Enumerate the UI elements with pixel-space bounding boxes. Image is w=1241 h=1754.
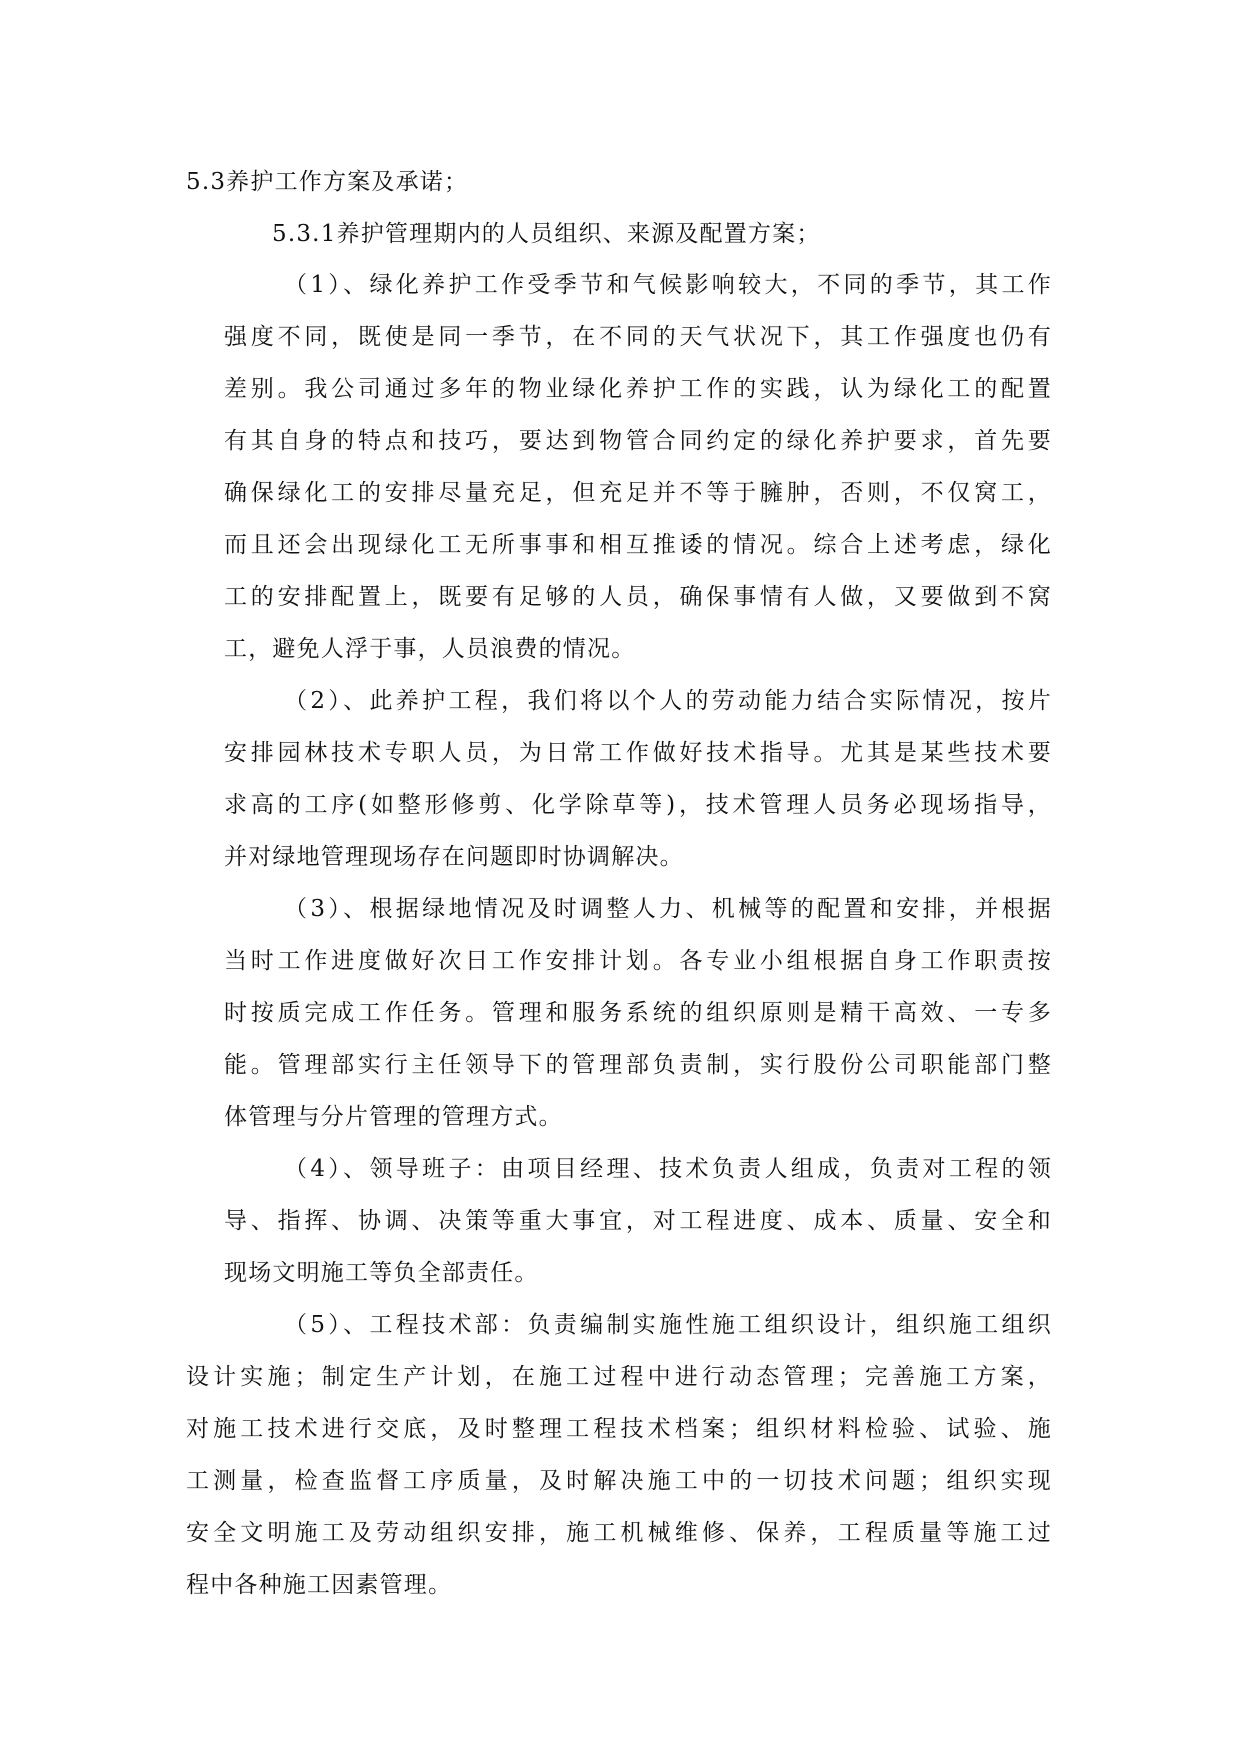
paragraph-3-line: 时按质完成工作任务。管理和服务系统的组织原则是精干高效、一专多: [224, 1000, 1052, 1026]
paragraph-1-line: 确保绿化工的安排尽量充足，但充足并不等于臃肿，否则，不仅窝工，: [224, 480, 1052, 506]
paragraph-2-line: 求高的工序(如整形修剪、化学除草等)，技术管理人员务必现场指导，: [224, 792, 1052, 818]
heading-5-3: 5.3养护工作方案及承诺；: [186, 169, 469, 195]
paragraph-1-line: 而且还会出现绿化工无所事事和相互推诿的情况。综合上述考虑，绿化: [224, 532, 1052, 558]
paragraph-4-line: （4）、领导班子：由项目经理、技术负责人组成，负责对工程的领: [284, 1156, 1052, 1182]
paragraph-5-line: （5）、工程技术部：负责编制实施性施工组织设计，组织施工组织: [284, 1312, 1052, 1338]
paragraph-3-line: 当时工作进度做好次日工作安排计划。各专业小组根据自身工作职责按: [224, 948, 1052, 974]
paragraph-1-line: 强度不同，既使是同一季节，在不同的天气状况下，其工作强度也仍有: [224, 324, 1052, 350]
paragraph-1-line: 工，避免人浮于事，人员浪费的情况。: [224, 636, 636, 662]
paragraph-5-line: 程中各种施工因素管理。: [186, 1572, 453, 1598]
paragraph-2-line: （2）、此养护工程，我们将以个人的劳动能力结合实际情况，按片: [284, 688, 1052, 714]
paragraph-1-line: 工的安排配置上，既要有足够的人员，确保事情有人做，又要做到不窝: [224, 584, 1052, 610]
paragraph-5-line: 工测量，检查监督工序质量，及时解决施工中的一切技术问题；组织实现: [186, 1468, 1052, 1494]
paragraph-1-line: 有其自身的特点和技巧，要达到物管合同约定的绿化养护要求，首先要: [224, 428, 1052, 454]
paragraph-4-line: 导、指挥、协调、决策等重大事宜，对工程进度、成本、质量、安全和: [224, 1208, 1052, 1234]
paragraph-5-line: 设计实施；制定生产计划，在施工过程中进行动态管理；完善施工方案，: [186, 1364, 1052, 1390]
heading-5-3-1: 5.3.1养护管理期内的人员组织、来源及配置方案；: [272, 221, 821, 247]
paragraph-1-line: 差别。我公司通过多年的物业绿化养护工作的实践，认为绿化工的配置: [224, 376, 1052, 402]
paragraph-3-line: （3）、根据绿地情况及时调整人力、机械等的配置和安排，并根据: [284, 896, 1052, 922]
paragraph-2-line: 并对绿地管理现场存在问题即时协调解决。: [224, 844, 684, 870]
paragraph-4-line: 现场文明施工等负全部责任。: [224, 1260, 539, 1286]
paragraph-5-line: 对施工技术进行交底，及时整理工程技术档案；组织材料检验、试验、施: [186, 1416, 1052, 1442]
paragraph-1-line: （1）、绿化养护工作受季节和气候影响较大，不同的季节，其工作: [284, 272, 1052, 298]
paragraph-3-line: 体管理与分片管理的管理方式。: [224, 1104, 563, 1130]
paragraph-5-line: 安全文明施工及劳动组织安排，施工机械维修、保养，工程质量等施工过: [186, 1520, 1052, 1546]
paragraph-2-line: 安排园林技术专职人员，为日常工作做好技术指导。尤其是某些技术要: [224, 740, 1052, 766]
paragraph-3-line: 能。管理部实行主任领导下的管理部负责制，实行股份公司职能部门整: [224, 1052, 1052, 1078]
